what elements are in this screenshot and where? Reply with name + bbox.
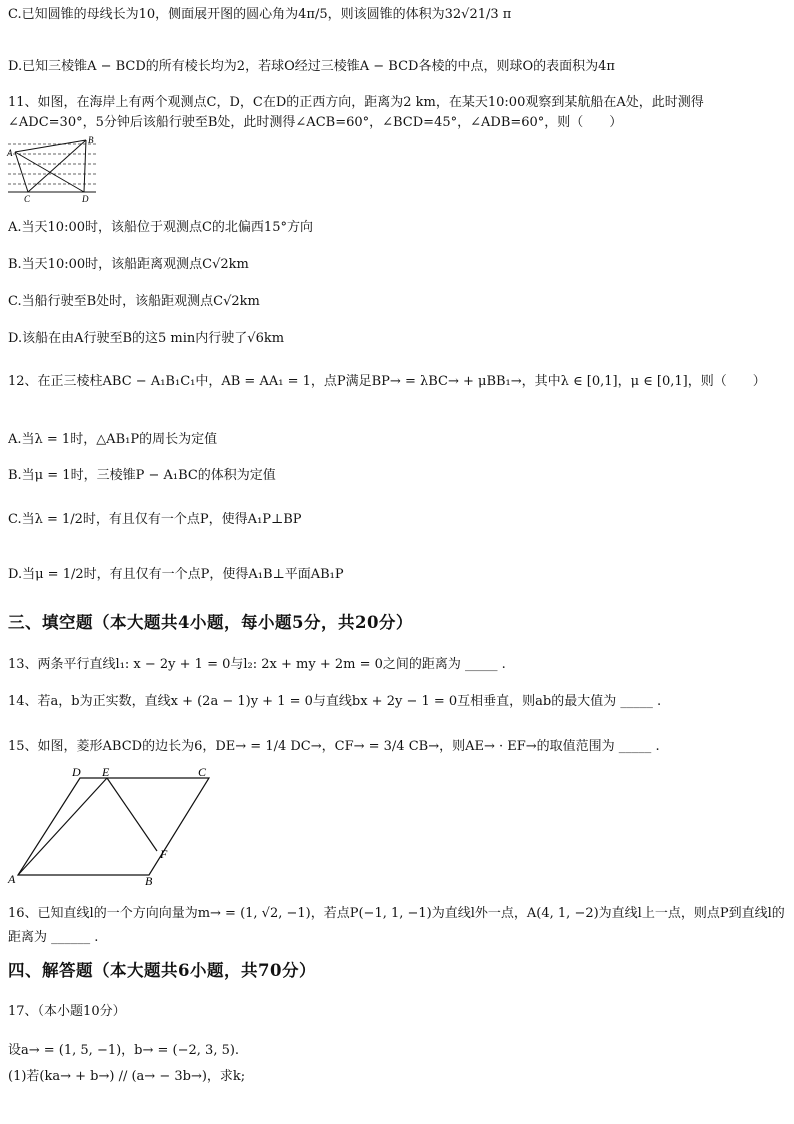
option-11d: D.该船在由A行驶至B的这5 min内行驶了√6km	[8, 331, 285, 346]
question-17-part-1: (1)若(ka→ + b→) // (a→ − 3b→)，求k;	[8, 1069, 246, 1084]
question-17-vectors: 设a→ = (1, 5, −1)，b→ = (−2, 3, 5).	[8, 1043, 240, 1058]
figure-15-rhombus	[6, 762, 226, 888]
option-12c: C.当λ = 1/2时，有且仅有一个点P，使得A₁P⊥BP	[8, 512, 302, 527]
question-14: 14、若a，b为正实数，直线x + (2a − 1)y + 1 = 0与直线bx + 2y − 1 = 0互相垂直，则ab的最大值为 _____ .	[8, 694, 662, 709]
fig11-label-d: D	[82, 194, 89, 204]
option-12a: A.当λ = 1时，△AB₁P的周长为定值	[8, 432, 218, 447]
option-12b: B.当μ = 1时，三棱锥P − A₁BC的体积为定值	[8, 468, 276, 483]
question-15: 15、如图，菱形ABCD的边长为6，DE→ = 1/4 DC→，CF→ = 3/4 CB→，则AE→ · EF→的取值范围为 _____ .	[8, 739, 660, 754]
fig11-label-a: A	[7, 148, 13, 158]
question-17-header: 17、（本小题10分）	[8, 1004, 126, 1019]
question-12: 12、在正三棱柱ABC − A₁B₁C₁中，AB = AA₁ = 1，点P满足BP→ = λBC→ + μBB₁→，其中λ ∈ [0,1]，μ ∈ [0,1]，则（ ）	[8, 374, 766, 389]
fig11-label-b: B	[88, 135, 94, 145]
fig15-label-b: B	[145, 874, 153, 888]
option-10d: D.已知三棱锥A − BCD的所有棱长均为2，若球O经过三棱锥A − BCD各棱的中点，则球O的表面积为4π	[8, 59, 615, 74]
section-heading-fill-in: 三、填空题（本大题共4小题，每小题5分，共20分）	[8, 613, 413, 632]
option-10c: C.已知圆锥的母线长为10，侧面展开图的圆心角为4π/5，则该圆锥的体积为32√21/3 π	[8, 7, 512, 22]
option-12d: D.当μ = 1/2时，有且仅有一个点P，使得A₁B⊥平面AB₁P	[8, 567, 344, 582]
option-11c: C.当船行驶至B处时，该船距观测点C√2km	[8, 294, 260, 309]
question-16: 16、已知直线l的一个方向向量为m→ = (1, √2, −1)，若点P(−1, 1, −1)为直线l外一点，A(4, 1, −2)为直线l上一点，则点P到直线l的距离为 ______ .	[8, 906, 785, 945]
fig15-label-d: D	[72, 765, 81, 779]
question-11: 11、如图，在海岸上有两个观测点C，D，C在D的正西方向，距离为2 km，在某天10:00观察到某航船在A处，此时测得∠ADC=30°，5分钟后该船行驶至B处，此时测得∠ACB=60°，∠BCD=45°，∠ADB=60°，则（ ）	[8, 95, 704, 130]
fig15-label-c: C	[198, 765, 207, 779]
fig11-label-c: C	[24, 194, 31, 204]
section-heading-answer: 四、解答题（本大题共6小题，共70分）	[8, 961, 316, 980]
fig15-label-e: E	[102, 765, 110, 779]
fig15-label-f: F	[160, 847, 168, 861]
question-13: 13、两条平行直线l₁: x − 2y + 1 = 0与l₂: 2x + my + 2m = 0之间的距离为 _____ .	[8, 657, 506, 672]
option-11b: B.当天10:00时，该船距离观测点C√2km	[8, 257, 249, 272]
option-11a: A.当天10:00时，该船位于观测点C的北偏西15°方向	[8, 220, 313, 235]
figure-11-coastline	[6, 132, 101, 204]
fig15-label-a: A	[8, 872, 16, 886]
